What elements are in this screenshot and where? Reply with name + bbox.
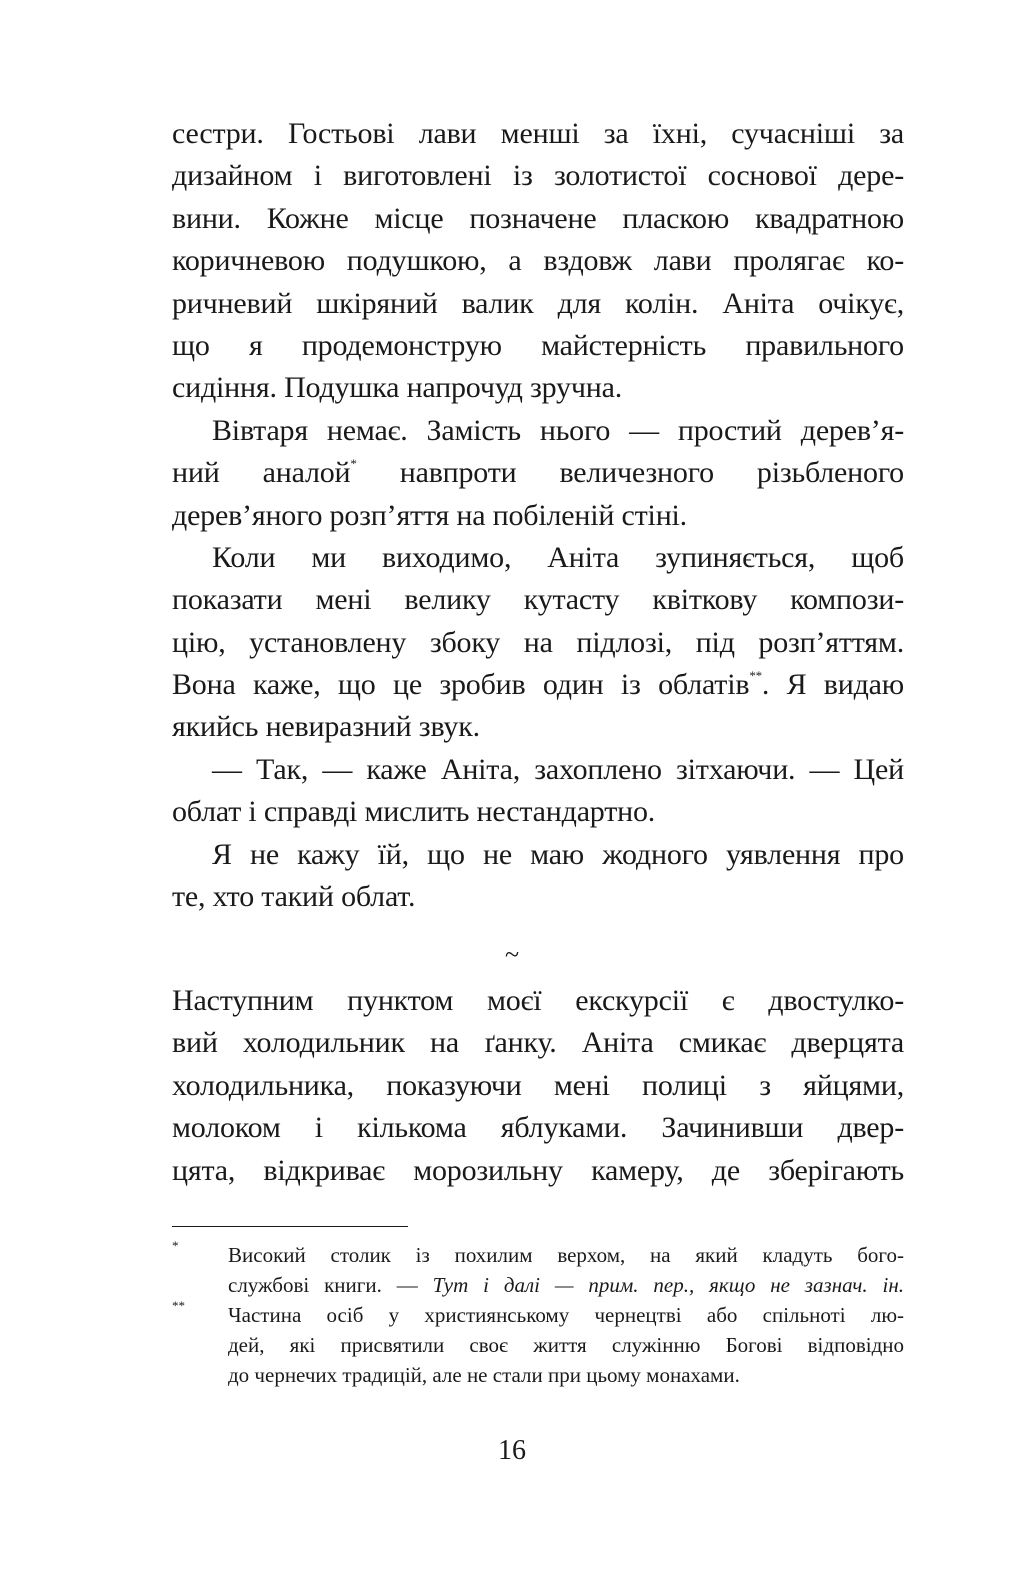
footnote-text — [228, 1300, 904, 1390]
text-line: облат і справді мислить нестандартно. — [172, 795, 656, 829]
footnote-ref-1[interactable]: * — [350, 456, 357, 472]
main-text-upper — [172, 113, 904, 918]
footnote-ref-2[interactable]: ** — [749, 668, 762, 684]
text-line: вини. Кожне місце позначене пласкою квадратною — [172, 201, 904, 235]
paragraph — [172, 980, 904, 1192]
text-line: Коли ми виходимо, Аніта зупиняється, щоб — [212, 540, 904, 574]
text-line: ричневий шкіряний валик для колін. Аніта очікує, — [172, 286, 904, 320]
paragraph — [172, 113, 904, 410]
main-text-lower — [172, 980, 904, 1192]
footnote-line: до чернечих традицій, але не стали при цьому монахами. — [228, 1363, 740, 1387]
text-fragment: Вона каже, що це зробив один із облатів — [172, 668, 750, 702]
text-line: Вівтаря немає. Замість нього — простий дерев’я- — [212, 413, 904, 447]
paragraph — [172, 537, 904, 749]
text-line: що я продемонструю майстерність правильного — [172, 328, 904, 362]
section-divider: ~ — [504, 940, 520, 969]
text-line: цію, установлену збоку на підлозі, під розп’яттям. — [172, 625, 904, 659]
text-fragment: . Я видаю — [761, 668, 904, 702]
paragraph — [172, 834, 904, 919]
footnote-separator — [172, 1226, 408, 1227]
text-line: Наступним пунктом моєї екскурсії є двостулко- — [172, 984, 904, 1017]
footnote-1 — [172, 1240, 904, 1300]
text-line — [172, 452, 904, 494]
text-line: холодильника, показуючи мені полиці з яйцями, — [172, 1068, 904, 1102]
text-line: сестри. Гостьові лави менші за їхні, сучасніші за — [172, 117, 904, 150]
text-fragment: службові книги. — — [228, 1273, 433, 1297]
text-line: дерев’яного розп’яття на побіленій стіні. — [172, 498, 687, 532]
footnote-text — [228, 1240, 904, 1300]
text-line: цята, відкриває морозильну камеру, де зберігають — [172, 1153, 904, 1187]
text-line: дизайном і виготовлені із золотистої соснової дере- — [172, 159, 904, 193]
text-line: Я не кажу їй, що не маю жодного уявлення про — [212, 837, 904, 871]
footnote-line: дей, які присвятили своє життя служінню Богові відповідно — [228, 1333, 904, 1357]
footnotes — [172, 1240, 904, 1390]
text-fragment: ний аналой — [172, 456, 351, 490]
paragraph — [172, 749, 904, 834]
translator-note: Тут і далі — прим. пер., якщо не зазнач. ін. — [432, 1273, 904, 1297]
footnote-2 — [172, 1300, 904, 1390]
text-fragment: навпроти величезного різьбленого — [399, 456, 904, 490]
text-line: сидіння. Подушка напрочуд зручна. — [172, 371, 623, 405]
text-line — [172, 664, 904, 706]
footnote-line — [228, 1270, 904, 1300]
footnote-line: Частина осіб у християнському чернецтві або спільноті лю- — [228, 1303, 904, 1327]
footnote-mark: * — [172, 1238, 179, 1253]
page-number: 16 — [498, 1435, 526, 1466]
text-line: молоком і кількома яблуками. Зачинивши двер- — [172, 1111, 904, 1145]
text-line: вий холодильник на ґанку. Аніта смикає дверцята — [172, 1026, 904, 1060]
text-line: коричневою подушкою, а вздовж лави пролягає ко- — [172, 244, 904, 278]
text-line: якийсь невиразний звук. — [172, 710, 480, 744]
paragraph — [172, 410, 904, 537]
text-line: — Так, — каже Аніта, захоплено зітхаючи. — Цей — [212, 752, 904, 786]
text-line: показати мені велику кутасту квіткову компози- — [172, 583, 904, 617]
footnote-mark: ** — [172, 1298, 185, 1313]
footnote-line: Високий столик із похилим верхом, на який кладуть бого- — [228, 1243, 904, 1267]
text-line: те, хто такий облат. — [172, 880, 416, 914]
